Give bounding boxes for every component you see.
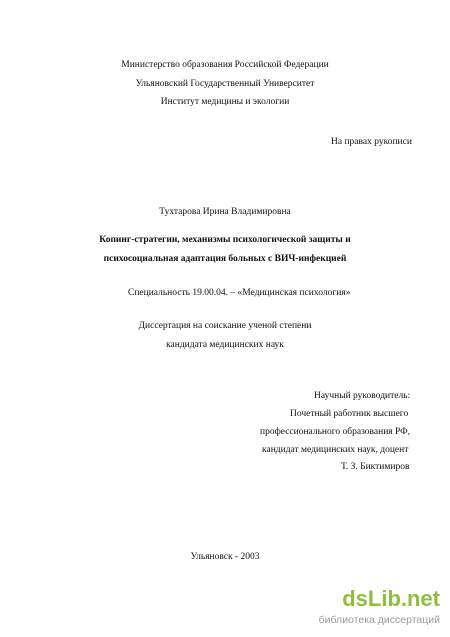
degree-line-1: Диссертация на соискание ученой степени [138, 321, 312, 331]
supervisor-line-3: кандидат медицинских наук, доцент [262, 445, 409, 455]
dslib-subtitle: библиотека диссертаций [318, 614, 440, 626]
supervisor-line-1: Почетный работник высшего [290, 409, 409, 419]
university-line: Ульяновский Государственный Университет [135, 79, 315, 89]
supervisor-label: Научный руководитель: [314, 391, 411, 401]
author-name: Тухтарова Ирина Владимировна [159, 207, 291, 217]
supervisor-name: Т. З. Биктимиров [341, 462, 410, 472]
supervisor-line-2: профессионального образования РФ, [260, 427, 411, 437]
dslib-logo: dsLib.net [342, 586, 440, 611]
specialty-line: Специальность 19.00.04. – «Медицинская психология» [128, 288, 351, 298]
title-line-1: Копинг-стратегии, механизмы психологической защиты и [99, 235, 351, 245]
city-year: Ульяновск - 2003 [190, 552, 260, 562]
dslib-watermark [310, 584, 440, 634]
title-line-2: психосоциальная адаптация больных с ВИЧ-инфекцией [103, 254, 347, 264]
institute-line: Институт медицины и экологии [160, 97, 290, 107]
manuscript-note: На правах рукописи [331, 137, 412, 147]
ministry-line: Министерство образования Российской Федерации [121, 60, 329, 70]
degree-line-2: кандидата медицинских наук [166, 340, 284, 350]
